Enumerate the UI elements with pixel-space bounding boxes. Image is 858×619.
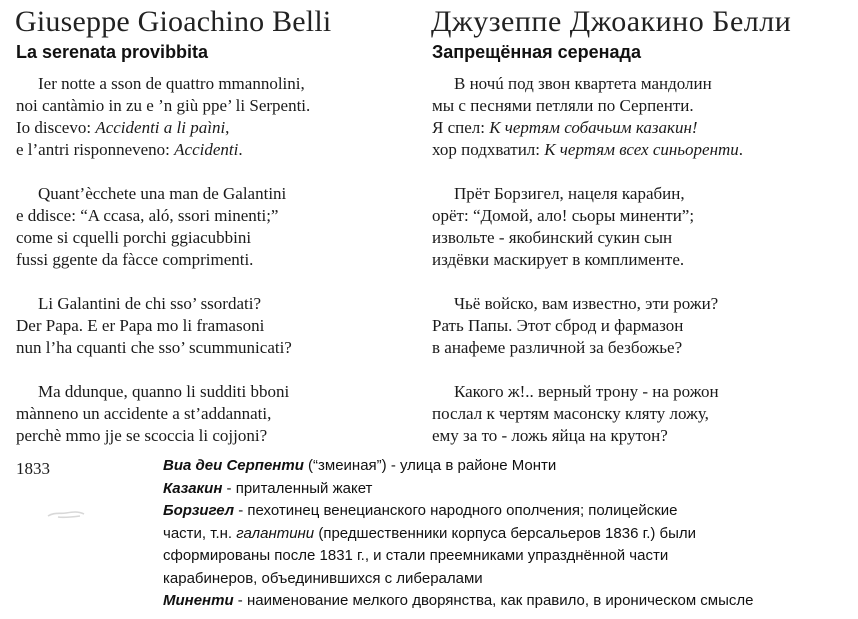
footnote-continuation: карабинеров, объединившихся с либералами bbox=[163, 569, 483, 587]
verse-line: в анафеме различной за безбожье? bbox=[432, 338, 683, 357]
footnote-term: Виа деи Серпенти bbox=[163, 457, 304, 474]
poem-italian bbox=[16, 73, 416, 447]
author-name-russian: Джузеппе Джоакино Белли bbox=[431, 5, 792, 38]
stanza-2 bbox=[432, 183, 852, 271]
footnotes bbox=[163, 455, 853, 613]
russian-column bbox=[432, 0, 852, 469]
footnote-minenti: Миненти - наименование мелкого дворянства, как правило, в ироническом смысле bbox=[163, 592, 754, 609]
verse-line: Какого ж!.. верный трону - на рожон bbox=[454, 382, 719, 401]
stanza-1 bbox=[16, 73, 416, 161]
verse-line: Я спел: К чертям собачьим казакин! bbox=[432, 118, 698, 137]
verse-line: fussi ggente da fàcce comprimenti. bbox=[16, 250, 254, 269]
verse-line: Рать Папы. Этот сброд и фармазон bbox=[432, 316, 684, 335]
stanza-3 bbox=[16, 293, 416, 359]
stanza-4 bbox=[16, 381, 416, 447]
verse-line: орёт: “Домой, ало! сьоры миненти”; bbox=[432, 206, 695, 225]
signature-scribble bbox=[44, 502, 94, 524]
footnote-term: Борзигел bbox=[163, 502, 235, 519]
footnote-kazakin: Казакин - приталенный жакет bbox=[163, 479, 373, 497]
footnote-borzigel: Борзигел - пехотинец венецианского народного ополчения; полицейские bbox=[163, 502, 678, 519]
stanza-4 bbox=[432, 381, 852, 447]
verse-line: mànneno un accidente a st’addannati, bbox=[16, 404, 272, 423]
poem-russian bbox=[432, 73, 852, 447]
verse-line: издёвки маскирует в комплименте. bbox=[432, 250, 685, 269]
verse-line: Ier notte a sson de quattro mmannolini, bbox=[38, 74, 305, 93]
footnote-term: Миненти bbox=[163, 592, 234, 609]
verse-line: noi cantàmio in zu e ’n giù ppe’ li Serpenti. bbox=[16, 96, 311, 115]
verse-line: Чьё войско, вам известно, эти рожи? bbox=[454, 294, 719, 313]
footnote-continuation: сформированы после 1831 г., и стали преемниками упразднённой части bbox=[163, 547, 669, 564]
verse-line: nun l’ha cquanti che sso’ scummunicati? bbox=[16, 338, 292, 357]
verse-line: извольте - якобинский сукин сын bbox=[432, 228, 673, 247]
verse-line: послал к чертям масонску кляту ложу, bbox=[432, 404, 709, 423]
verse-line: мы с песнями петляли по Серпенти. bbox=[432, 96, 694, 115]
verse-line: perchè mmo jje se scoccia li cojjoni? bbox=[16, 426, 268, 445]
verse-line: e ddisce: “A ccasa, aló, ssori minenti;” bbox=[16, 206, 279, 225]
verse-line: Прёт Борзигел, нацеля карабин, bbox=[454, 184, 685, 203]
poem-year: 1833 bbox=[16, 459, 50, 478]
footnote-continuation: части, т.н. галантини (предшественники корпуса берсальеров 1836 г.) были bbox=[163, 524, 697, 542]
verse-line: come si cquelli porchi ggiacubbini bbox=[16, 228, 252, 247]
verse-line: хор подхватил: К чертям всех синьоренти. bbox=[432, 140, 744, 159]
footnote-via-dei-serpenti: Виа деи Серпенти (“змеиная”) - улица в районе Монти bbox=[163, 457, 557, 474]
verse-line: Quant’ècchete una man de Galantini bbox=[38, 184, 287, 203]
verse-line: В ночú под звон квартета мандолин bbox=[454, 74, 712, 93]
stanza-3 bbox=[432, 293, 852, 359]
stanza-2 bbox=[16, 183, 416, 271]
verse-line: Ma ddunque, quanno li sudditi bboni bbox=[38, 382, 290, 401]
verse-line: Li Galantini de chi sso’ ssordati? bbox=[38, 294, 261, 313]
verse-line: e l’antri risponneveno: Accidenti. bbox=[16, 140, 243, 159]
stanza-1 bbox=[432, 73, 852, 161]
poem-title-italian: La serenata provibbita bbox=[16, 42, 209, 62]
poem-title-russian: Запрещённая серенада bbox=[432, 42, 641, 62]
footnote-term: Казакин bbox=[163, 479, 223, 497]
verse-line: Der Papa. E er Papa mo li framasoni bbox=[16, 316, 265, 335]
verse-line: ему за то - ложь яйца на крутон? bbox=[432, 426, 668, 445]
author-name-italian: Giuseppe Gioachino Belli bbox=[15, 5, 332, 38]
verse-line: Io discevo: Accidenti a li paìni, bbox=[16, 118, 230, 137]
italian-column bbox=[16, 0, 416, 469]
